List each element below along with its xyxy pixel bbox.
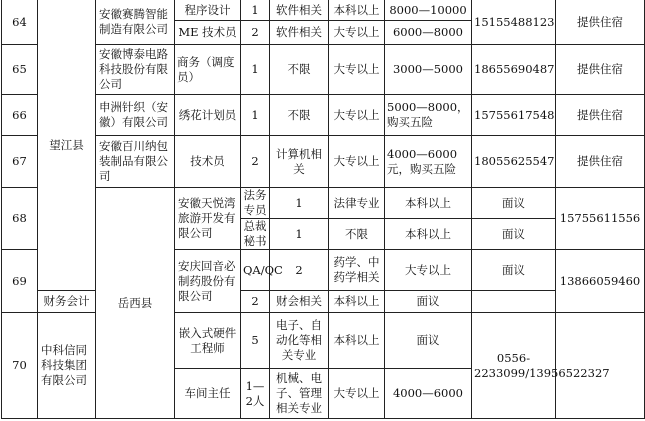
row-number: 68 — [2, 188, 38, 250]
salary: 面议 — [472, 219, 556, 250]
headcount: 1 — [270, 219, 329, 250]
company-name: 中科信同科技集团有限公司 — [38, 313, 96, 419]
major: 药学、中药学相关 — [329, 250, 385, 291]
position: 商务（调度员） — [175, 45, 241, 95]
headcount: 2 — [241, 21, 270, 45]
table-row — [2, 188, 645, 219]
salary: 3000—5000 — [385, 45, 472, 95]
table-row — [2, 0, 645, 21]
education: 本科以上 — [329, 313, 385, 369]
remark: 提供住宿 — [556, 0, 645, 45]
major: 不限 — [329, 219, 385, 250]
major: 法律专业 — [329, 188, 385, 219]
contact-phone: 0556-2233099/13956522327 — [472, 313, 556, 419]
headcount: 2 — [241, 136, 270, 188]
company-name: 安徽赛腾智能制造有限公司 — [96, 0, 175, 45]
position: 技术员 — [175, 136, 241, 188]
headcount: 2 — [270, 250, 329, 291]
salary: 面议 — [385, 291, 472, 313]
row-number: 64 — [2, 0, 38, 45]
row-number: 66 — [2, 95, 38, 136]
education: 大专以上 — [329, 95, 385, 136]
major: 机械、电子、管理相关专业 — [270, 369, 329, 419]
education: 本科以上 — [385, 188, 472, 219]
headcount: 1 — [241, 95, 270, 136]
contact-phone: 15755611556 — [556, 188, 645, 250]
major: 不限 — [270, 95, 329, 136]
company-name: 安徽博泰电路科技股份有限公司 — [96, 45, 175, 95]
headcount: 2 — [241, 291, 270, 313]
education: 大专以上 — [329, 45, 385, 95]
major: 软件相关 — [270, 21, 329, 45]
position: 绣花计划员 — [175, 95, 241, 136]
major: 软件相关 — [270, 0, 329, 21]
major: 电子、自动化等相关专业 — [270, 313, 329, 369]
salary: 4000—6000 — [385, 369, 472, 419]
major: 计算机相关 — [270, 136, 329, 188]
headcount: 1 — [241, 0, 270, 21]
major: 不限 — [270, 45, 329, 95]
education: 本科以上 — [329, 291, 385, 313]
row-number: 70 — [2, 313, 38, 419]
position: 总裁秘书 — [241, 219, 270, 250]
salary: 5000—8000，购买五险 — [385, 95, 472, 136]
remark: 提供住宿 — [556, 45, 645, 95]
company-name: 安徽百川纳包装制品有限公司 — [96, 136, 175, 188]
row-number: 65 — [2, 45, 38, 95]
salary: 8000—10000 — [385, 0, 472, 21]
headcount: 1 — [270, 188, 329, 219]
education: 大专以上 — [329, 21, 385, 45]
education: 大专以上 — [329, 369, 385, 419]
headcount: 1—2人 — [241, 369, 270, 419]
region-cell: 望江县 — [38, 0, 96, 291]
job-listing-table — [1, 0, 645, 419]
salary: 面议 — [385, 313, 472, 369]
salary: 6000—8000 — [385, 21, 472, 45]
contact-phone: 15755617548 — [472, 95, 556, 136]
contact-phone: 13866059460 — [556, 250, 645, 313]
contact-phone: 18655690487 — [472, 45, 556, 95]
education: 本科以上 — [329, 0, 385, 21]
table-row — [2, 45, 645, 95]
education: 本科以上 — [385, 219, 472, 250]
education: 大专以上 — [385, 250, 472, 291]
salary: 4000—6000 元，购买五险 — [385, 136, 472, 188]
position: 程序设计 — [175, 0, 241, 21]
contact-phone: 15155488123 — [472, 0, 556, 45]
position: 嵌入式硬件工程师 — [175, 313, 241, 369]
salary: 面议 — [472, 188, 556, 219]
company-name: 安徽天悦湾旅游开发有限公司 — [175, 188, 241, 250]
position: 财务会计 — [38, 291, 96, 313]
position: 车间主任 — [175, 369, 241, 419]
position: ME 技术员 — [175, 21, 241, 45]
table-row — [2, 95, 645, 136]
education: 大专以上 — [329, 136, 385, 188]
region-cell: 岳西县 — [96, 188, 175, 419]
company-name: 安庆回音必制药股份有限公司 — [175, 250, 241, 313]
company-name: 申洲针织（安徽）有限公司 — [96, 95, 175, 136]
major: 财会相关 — [270, 291, 329, 313]
headcount: 1 — [241, 45, 270, 95]
position: QA/QC — [241, 250, 270, 291]
salary: 面议 — [472, 250, 556, 291]
position: 法务专员 — [241, 188, 270, 219]
remark: 提供住宿 — [556, 95, 645, 136]
contact-phone: 18055625547 — [472, 136, 556, 188]
headcount: 5 — [241, 313, 270, 369]
row-number: 67 — [2, 136, 38, 188]
table-row — [2, 136, 645, 188]
row-number: 69 — [2, 250, 38, 313]
remark: 提供住宿 — [556, 136, 645, 188]
